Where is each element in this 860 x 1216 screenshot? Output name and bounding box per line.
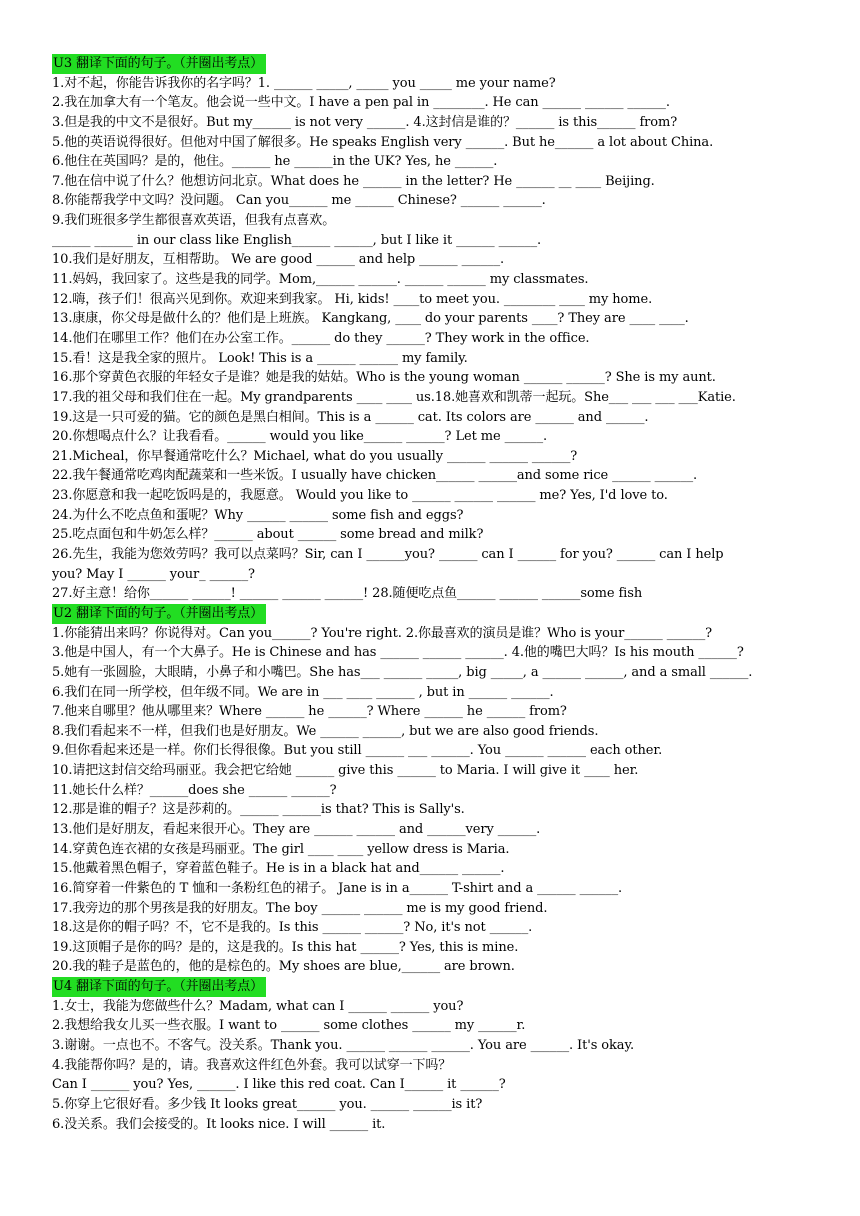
exercise-line: 12.那是谁的帽子？这是莎莉的。______ ______is that? This is Sally's. [52, 802, 465, 818]
exercise-line: 9.但你看起来还是一样。你们长得很像。But you still ______ ___ ______. You ______ ______ each other. [52, 743, 663, 759]
exercise-line: 3.但是我的中文不是很好。But my______ is not very ______. 4.这封信是谁的？______ is this______ from? [52, 114, 678, 130]
exercise-line: 1.对不起，你能告诉我你的名字吗？1. ______ _____, _____ you _____ me your name? [52, 75, 556, 91]
exercise-line: 11.妈妈，我回家了。这些是我的同学。Mom,______ ______. ______ ______ my classmates. [52, 272, 589, 288]
exercise-line: 25.吃点面包和牛奶怎么样？______ about ______ some bread and milk? [52, 527, 484, 543]
exercise-line: 14.他们在哪里工作？他们在办公室工作。______ do they ______? They work in the office. [52, 330, 590, 346]
exercise-line: 13.康康，你父母是做什么的？他们是上班族。 Kangkang, ____ do your parents ____? They are ____ ____. [52, 311, 689, 327]
exercise-line: 20.我的鞋子是蓝色的，他的是棕色的。My shoes are blue,______ are brown. [52, 959, 515, 975]
exercise-line: 8.我们看起来不一样，但我们也是好朋友。We ______ ______, but we are also good friends. [52, 723, 599, 739]
exercise-line: 22.我午餐通常吃鸡肉配蔬菜和一些米饭。I usually have chicken______ ______and some rice ______ ______. [52, 468, 698, 484]
exercise-line: 18.这是你的帽子吗？不，它不是我的。Is this ______ ______? No, it's not ______. [52, 920, 533, 936]
exercise-line: 20.你想喝点什么？让我看看。______ would you like______ ______? Let me ______. [52, 429, 548, 445]
exercise-line: 9.我们班很多学生都很喜欢英语，但我有点喜欢。 [52, 213, 336, 229]
section-heading [52, 977, 822, 997]
exercise-line: 7.他来自哪里？他从哪里来？Where ______ he ______? Where ______ he ______ from? [52, 704, 567, 720]
exercise-line: 16.简穿着一件紫色的 T 恤和一条粉红色的裙子。 Jane is in a______ T-shirt and a ______ ______. [52, 880, 622, 896]
exercise-line: 13.他们是好朋友，看起来很开心。They are ______ ______ and ______very ______. [52, 821, 541, 837]
exercise-line: 6.没关系。我们会接受的。It looks nice. I will ______ it. [52, 1116, 386, 1132]
worksheet [52, 54, 822, 1134]
exercise-line: 6.他住在英国吗？是的，他住。______ he ______in the UK? Yes, he ______. [52, 154, 498, 170]
exercise-line: you? May I ______ your_ ______? [52, 566, 255, 582]
exercise-line: 7.他在信中说了什么？他想访问北京。What does he ______ in the letter? He ______ __ ____ Beijing. [52, 173, 655, 189]
exercise-line: 17.我的祖父母和我们住在一起。My grandparents ____ ____ us.18.她喜欢和凯蒂一起玩。She___ ___ ___ ___Katie. [52, 389, 736, 405]
exercise-line: 19.这顶帽子是你的吗？是的，这是我的。Is this hat ______? Yes, this is mine. [52, 939, 519, 955]
exercise-line: 15.看！这是我全家的照片。 Look! This is a ______ ______ my family. [52, 350, 468, 366]
section-heading [52, 54, 822, 74]
exercise-line: 17.我旁边的那个男孩是我的好朋友。The boy ______ ______ me is my good friend. [52, 900, 548, 916]
exercise-line: 5.她有一张圆脸，大眼睛，小鼻子和小嘴巴。She has___ ______ _____, big _____, a ______ ______, and a small ______. [52, 664, 753, 680]
exercise-line: 16.那个穿黄色衣服的年轻女子是谁？她是我的姑姑。Who is the young woman ______ ______? She is my aunt. [52, 370, 716, 386]
exercise-line: 15.他戴着黑色帽子，穿着蓝色鞋子。He is in a black hat and______ ______. [52, 861, 505, 877]
exercise-line: 19.这是一只可爱的猫。它的颜色是黑白相间。This is a ______ cat. Its colors are ______ and ______. [52, 409, 649, 425]
exercise-line: 2.我想给我女儿买一些衣服。I want to ______ some clothes ______ my ______r. [52, 1018, 526, 1034]
exercise-line: 5.他的英语说得很好。但他对中国了解很多。He speaks English very ______. But he______ a lot about China. [52, 134, 714, 150]
exercise-line: 27.好主意！给你______ ______! ______ ______ ______! 28.随便吃点鱼______ ______ ______some fish [52, 586, 643, 602]
section-heading [52, 604, 822, 624]
exercise-line: Can I ______ you? Yes, ______. I like this red coat. Can I______ it ______? [52, 1077, 506, 1093]
exercise-line: 3.他是中国人，有一个大鼻子。He is Chinese and has ______ ______ ______. 4.他的嘴巴大吗？Is his mouth ______? [52, 645, 744, 661]
section-title: U3 翻译下面的句子。（并圈出考点） [52, 54, 266, 74]
exercise-line: 1.你能猜出来吗？你说得对。Can you______? You're right. 2.你最喜欢的演员是谁？Who is your______ ______? [52, 625, 712, 641]
exercise-line: ______ ______ in our class like English______ ______, but I like it ______ ______. [52, 232, 542, 248]
exercise-line: 1.女士，我能为您做些什么？Madam, what can I ______ ______ you? [52, 998, 464, 1014]
exercise-line: 5.你穿上它很好看。多少钱 It looks great______ you. ______ ______is it? [52, 1096, 483, 1112]
section-title: U2 翻译下面的句子。（并圈出考点） [52, 604, 266, 624]
exercise-line: 23.你愿意和我一起吃饭吗是的，我愿意。 Would you like to ______ ______ ______ me? Yes, I'd love to. [52, 488, 668, 504]
exercise-line: 10.我们是好朋友，互相帮助。 We are good ______ and help ______ ______. [52, 252, 505, 268]
exercise-line: 6.我们在同一所学校，但年级不同。We are in ___ ____ ______ , but in ______ ______. [52, 684, 554, 700]
exercise-line: 8.你能帮我学中文吗？没问题。 Can you______ me ______ Chinese? ______ ______. [52, 193, 546, 209]
exercise-line: 4.我能帮你吗？是的，请。我喜欢这件红色外套。我可以试穿一下吗？ [52, 1057, 452, 1073]
exercise-line: 14.穿黄色连衣裙的女孩是玛丽亚。The girl ____ ____ yellow dress is Maria. [52, 841, 510, 857]
exercise-line: 10.请把这封信交给玛丽亚。我会把它给她 ______ give this ______ to Maria. I will give it ____ her. [52, 763, 639, 779]
section-title: U4 翻译下面的句子。（并圈出考点） [52, 977, 266, 997]
exercise-line: 3.谢谢。一点也不。不客气。没关系。Thank you. ______ ______ ______. You are ______. It's okay. [52, 1038, 634, 1054]
exercise-line: 12.嗨，孩子们！很高兴见到你。欢迎来到我家。 Hi, kids! ____to meet you. ________ ____ my home. [52, 291, 653, 307]
exercise-line: 2.我在加拿大有一个笔友。他会说一些中文。I have a pen pal in ________. He can ______ ______ ______. [52, 95, 670, 111]
exercise-line: 26.先生，我能为您效劳吗？我可以点菜吗？Sir, can I ______you? ______ can I ______ for you? ______ can I help [52, 547, 724, 563]
exercise-line: 11.她长什么样？______does she ______ ______? [52, 782, 337, 798]
exercise-line: 21.Micheal，你早餐通常吃什么？Michael, what do you usually ______ ______ ______? [52, 448, 578, 464]
exercise-line: 24.为什么不吃点鱼和蛋呢？Why ______ ______ some fish and eggs? [52, 507, 464, 523]
